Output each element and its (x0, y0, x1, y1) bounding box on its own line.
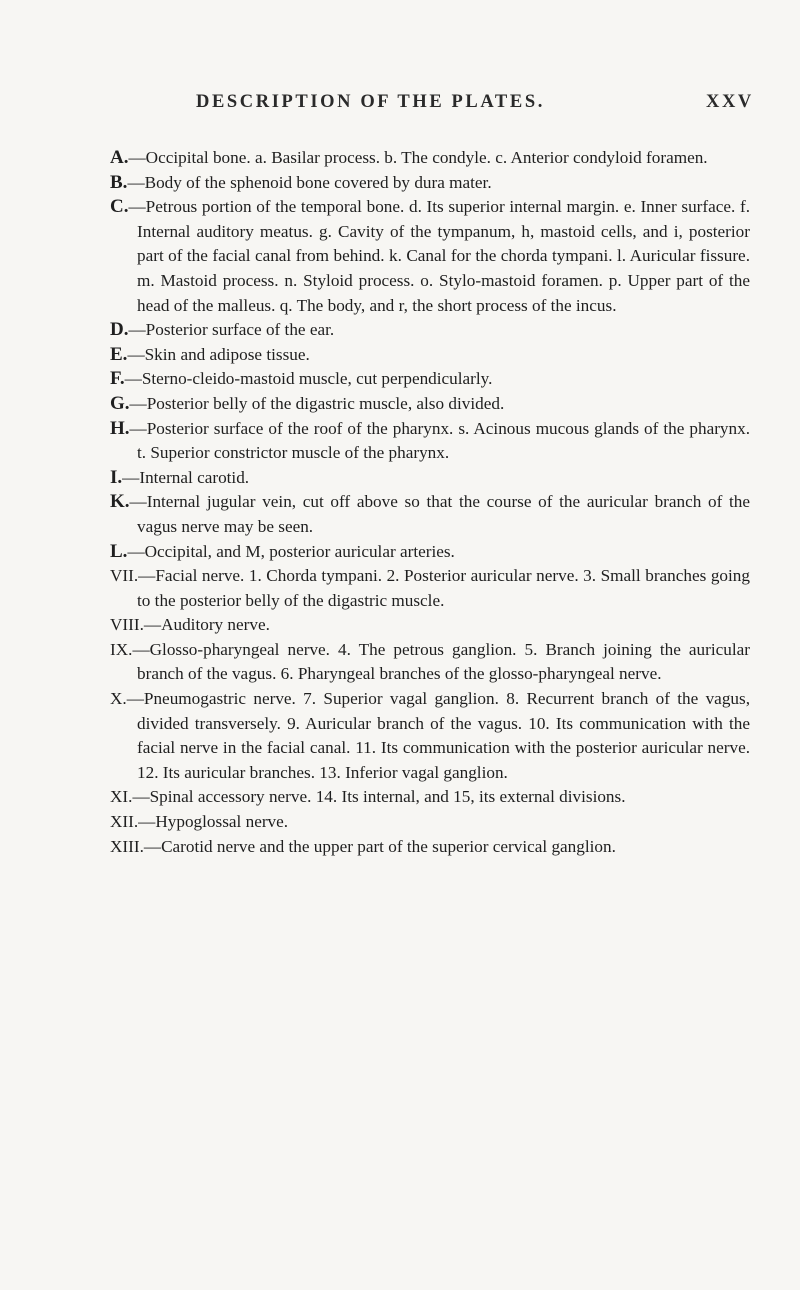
entry-e (110, 343, 750, 368)
entry-label: H. (110, 417, 130, 439)
entry-i (110, 466, 750, 491)
entry-text: —Glosso-pharyngeal nerve. 4. The petrous ganglion. 5. Branch joining the auricular branch of the vagus. 6. Pharyngeal branches of the glosso-pharyngeal nerve. (132, 639, 750, 684)
entry-text: —Posterior surface of the roof of the pharynx. s. Acinous mucous glands of the pharynx. t. Superior constrictor muscle of the pharynx. (129, 418, 750, 463)
entry-a (110, 146, 750, 171)
entry-label: XI. (110, 787, 133, 807)
entry-f (110, 367, 750, 392)
entry-text: —Pneumogastric nerve. 7. Superior vagal ganglion. 8. Recurrent branch of the vagus, divided transversely. 9. Auricular branch of the vagus. 10. Its communication with the facial nerve in the facial canal. 11. Its communication with the posterior auricular nerve. 12. Its auricular branches. 13. Inferior vagal ganglion. (126, 689, 750, 782)
entry-label: I. (110, 466, 123, 488)
page-number: XXV (706, 92, 754, 112)
entry-g (110, 392, 750, 417)
entry-xiii (110, 835, 750, 860)
entry-label: B. (110, 171, 128, 193)
page-title: DESCRIPTION OF THE PLATES. (196, 92, 545, 112)
entry-label: VII. (110, 566, 139, 586)
entry-label: IX. (110, 639, 133, 659)
entry-label: F. (110, 368, 125, 390)
plate-description-list (110, 146, 750, 859)
entry-label: XIII. (110, 836, 144, 856)
entry-label: C. (110, 196, 129, 218)
entry-text: —Auditory nerve. (143, 615, 270, 635)
entry-label: VIII. (110, 615, 144, 635)
entry-text: —Spinal accessory nerve. 14. Its internal, and 15, its external divisions. (132, 787, 626, 807)
entry-text: —Hypoglossal nerve. (138, 812, 289, 832)
entry-d (110, 318, 750, 343)
entry-text: —Skin and adipose tissue. (127, 344, 310, 364)
entry-c (110, 195, 750, 318)
entry-text: —Petrous portion of the temporal bone. d. Its superior internal margin. e. Inner surface. f. Internal auditory meatus. g. Cavity of the tympanum, h, mastoid cells, and i, posterior part of the facial canal from behind. k. Canal for the chorda tympani. l. Auricular fissure. m. Mastoid process. n. Styloid process. o. Stylo-mastoid foramen. p. Upper part of the head of the malleus. q. The body, and r, the short process of the incus. (128, 197, 750, 315)
entry-xii (110, 810, 750, 835)
entry-label: E. (110, 343, 128, 365)
entry-text: —Facial nerve. 1. Chorda tympani. 2. Posterior auricular nerve. 3. Small branches going to the posterior belly of the digastric muscle. (137, 566, 750, 610)
entry-label: L. (110, 540, 128, 562)
entry-text: —Occipital bone. a. Basilar process. b. The condyle. c. Anterior condyloid foramen. (128, 148, 708, 167)
entry-xi (110, 785, 750, 810)
entry-h (110, 417, 750, 466)
entry-label: G. (110, 392, 130, 414)
entry-ix (110, 638, 750, 687)
entry-k (110, 490, 750, 539)
entry-label: A. (110, 147, 129, 168)
entry-text: —Body of the sphenoid bone covered by dura mater. (127, 172, 492, 192)
entry-text: —Internal jugular vein, cut off above so that the course of the auricular branch of the vagus nerve may be seen. (129, 492, 750, 536)
entry-x (110, 687, 750, 785)
entry-label: XII. (110, 812, 139, 832)
entry-label: K. (110, 491, 130, 513)
entry-text: —Sterno-cleido-mastoid muscle, cut perpendicularly. (124, 369, 493, 389)
entry-text: —Occipital, and M, posterior auricular arteries. (127, 541, 455, 561)
entry-text: —Internal carotid. (122, 467, 250, 487)
entry-viii (110, 613, 750, 638)
entry-label: D. (110, 319, 129, 341)
entry-text: —Posterior surface of the ear. (128, 320, 335, 340)
page-header (0, 92, 800, 118)
entry-l (110, 540, 750, 565)
entry-b (110, 171, 750, 196)
entry-text: —Posterior belly of the digastric muscle, also divided. (129, 393, 505, 413)
entry-vii (110, 564, 750, 613)
entry-text: —Carotid nerve and the upper part of the superior cervical ganglion. (143, 836, 616, 856)
entry-label: X. (110, 689, 127, 709)
